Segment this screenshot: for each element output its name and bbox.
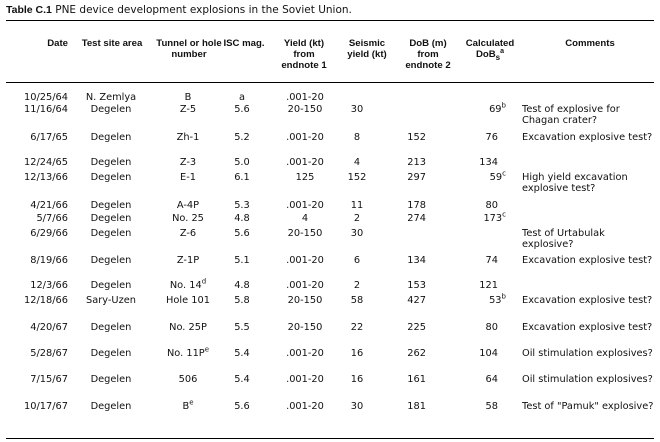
header-comments: Comments xyxy=(565,38,615,49)
cell-yield: 4 xyxy=(301,213,309,224)
header-calc-dob-sub: s xyxy=(495,52,501,62)
cell-yield: .001-20 xyxy=(286,92,324,103)
cell-isc: 5.6 xyxy=(234,401,250,412)
cell-tunnel: No. 25P xyxy=(169,322,207,333)
cell-date: 12/24/65 xyxy=(24,157,68,168)
cell-comment: High yield excavation explosive test? xyxy=(522,172,628,194)
cell-date: 6/29/66 xyxy=(30,228,68,239)
cell-comment: Excavation explosive test? xyxy=(522,322,653,333)
cell-yield: 20-150 xyxy=(287,322,323,333)
cell-seismic: 22 xyxy=(350,322,364,333)
cell-yield: .001-20 xyxy=(286,200,324,211)
cell-calc-dob: 64 xyxy=(485,374,498,385)
cell-tunnel: 506 xyxy=(178,374,198,385)
cell-seismic: 4 xyxy=(353,157,361,168)
cell-isc: 5.6 xyxy=(234,104,250,115)
cell-date: 10/17/67 xyxy=(24,401,68,412)
header-yield: Yield (kt) from endnote 1 xyxy=(281,38,327,71)
bottom-rule xyxy=(6,438,654,439)
cell-dob: 134 xyxy=(407,255,426,266)
cell-comment: Excavation explosive test? xyxy=(522,132,653,143)
cell-isc: 4.8 xyxy=(234,280,250,291)
cell-dob: 181 xyxy=(407,401,426,412)
cell-comment: Test of Urtabulak explosive? xyxy=(522,228,605,250)
cell-comment: Test of explosive for Chagan crater? xyxy=(522,104,620,126)
cell-isc: 5.0 xyxy=(234,157,250,168)
top-rule xyxy=(6,20,654,21)
footnote-marker: b xyxy=(501,101,506,110)
cell-site: Degelen xyxy=(90,200,132,211)
cell-tunnel: B xyxy=(184,92,192,103)
cell-tunnel: No. $11P^e$ xyxy=(166,345,210,359)
cell-date: 11/16/64 xyxy=(24,104,68,115)
cell-isc: 5.4 xyxy=(234,348,250,359)
table-label: Table C.1 xyxy=(6,4,52,16)
cell-calc-dob: 53$^b$ xyxy=(489,292,506,306)
cell-tunnel: Zh-1 xyxy=(176,132,200,143)
cell-site: Degelen xyxy=(90,255,132,266)
header-tunnel: Tunnel or hole number xyxy=(156,38,222,60)
cell-site: Degelen xyxy=(90,132,132,143)
cell-tunnel: E-1 xyxy=(180,172,196,183)
cell-comment: Test of "Pamuk" explosive? xyxy=(522,401,654,412)
cell-tunnel: Z-5 xyxy=(179,104,197,115)
cell-isc: a xyxy=(238,92,245,103)
cell-site: Degelen xyxy=(90,322,132,333)
cell-dob: 225 xyxy=(407,322,426,333)
cell-isc: 5.8 xyxy=(234,295,250,306)
cell-date: 5/28/67 xyxy=(30,348,68,359)
header-dob: DoB (m) from endnote 2 xyxy=(405,38,451,71)
cell-isc: 5.6 xyxy=(234,228,250,239)
cell-dob: 262 xyxy=(407,348,426,359)
cell-tunnel: A-4P xyxy=(176,200,200,211)
cell-calc-dob: 76 xyxy=(485,132,498,143)
cell-comment: Excavation explosive test? xyxy=(522,295,653,306)
cell-site: Degelen xyxy=(90,213,132,224)
cell-seismic: 11 xyxy=(350,200,364,211)
cell-seismic: 8 xyxy=(353,132,361,143)
cell-comment: Excavation explosive test? xyxy=(522,255,653,266)
header-date: Date xyxy=(47,38,68,49)
table-caption xyxy=(6,4,352,16)
cell-site: Sary-Uzen xyxy=(86,295,136,306)
cell-seismic: 30 xyxy=(350,401,364,412)
footnote-marker: c xyxy=(502,169,506,178)
cell-calc-dob: 80 xyxy=(485,322,498,333)
cell-site: Degelen xyxy=(90,172,132,183)
header-calc-dob xyxy=(458,38,522,63)
cell-date: 4/21/66 xyxy=(30,200,68,211)
header-seismic: Seismic yield (kt) xyxy=(347,38,387,60)
table-title: PNE device development explosions in the Soviet Union. xyxy=(55,4,352,16)
cell-yield: .001-20 xyxy=(286,132,324,143)
cell-dob: 161 xyxy=(407,374,426,385)
cell-site: Degelen xyxy=(90,104,132,115)
cell-dob: 153 xyxy=(407,280,426,291)
cell-isc: 5.4 xyxy=(234,374,250,385)
cell-tunnel: No. 14$^d$ xyxy=(169,277,207,291)
cell-seismic: 2 xyxy=(353,213,361,224)
cell-tunnel: Hole 101 xyxy=(166,295,210,306)
cell-calc-dob: 134 xyxy=(479,157,498,168)
cell-date: 5/7/66 xyxy=(36,213,68,224)
cell-date: 6/17/65 xyxy=(30,132,68,143)
cell-comment: Oil stimulation explosives? xyxy=(522,348,653,359)
cell-date: 12/18/66 xyxy=(24,295,68,306)
cell-date: 10/25/64 xyxy=(24,92,68,103)
cell-date: 4/20/67 xyxy=(30,322,68,333)
cell-dob: 427 xyxy=(407,295,426,306)
header-rule xyxy=(6,82,654,83)
cell-seismic: 6 xyxy=(353,255,361,266)
cell-calc-dob: 59$^c$ xyxy=(489,169,506,183)
cell-isc: 6.1 xyxy=(234,172,250,183)
cell-comment: Oil stimulation explosives? xyxy=(522,374,653,385)
cell-site: Degelen xyxy=(90,280,132,291)
cell-tunnel: No. 25 xyxy=(172,213,204,224)
footnote-marker: d xyxy=(201,277,207,286)
cell-seismic: 2 xyxy=(353,280,361,291)
cell-isc: 5.2 xyxy=(234,132,250,143)
cell-date: 12/13/66 xyxy=(24,172,68,183)
cell-date: 7/15/67 xyxy=(30,374,68,385)
cell-date: 12/3/66 xyxy=(30,280,68,291)
cell-calc-dob: 121 xyxy=(479,280,498,291)
cell-site: Degelen xyxy=(90,374,132,385)
cell-tunnel: Z-6 xyxy=(179,228,197,239)
cell-seismic: 16 xyxy=(350,374,364,385)
header-isc: ISC mag. xyxy=(223,38,265,49)
footnote-marker: b xyxy=(501,292,506,301)
cell-yield: 20-150 xyxy=(287,228,323,239)
header-calc-dob-sup: a xyxy=(500,47,505,55)
cell-seismic: 58 xyxy=(350,295,364,306)
cell-yield: 20-150 xyxy=(287,295,323,306)
cell-yield: .001-20 xyxy=(286,348,324,359)
footnote-marker: c xyxy=(502,210,506,219)
cell-dob: 213 xyxy=(407,157,426,168)
cell-calc-dob: 74 xyxy=(485,255,498,266)
cell-calc-dob: 58 xyxy=(485,401,498,412)
cell-seismic: 30 xyxy=(350,228,364,239)
cell-tunnel: $B^e$ xyxy=(182,398,194,412)
cell-site: Degelen xyxy=(90,401,132,412)
cell-dob: 274 xyxy=(407,213,426,224)
cell-calc-dob: 69$^b$ xyxy=(489,101,506,115)
header-calc-dob-label: Calculated DoB xyxy=(465,38,515,60)
cell-site: Degelen xyxy=(90,157,132,168)
cell-yield: .001-20 xyxy=(286,280,324,291)
cell-seismic: 30 xyxy=(350,104,364,115)
header-site: Test site area xyxy=(81,38,143,49)
footnote-marker: e xyxy=(189,398,194,407)
cell-dob: 297 xyxy=(407,172,426,183)
cell-calc-dob: 173$^c$ xyxy=(483,210,506,224)
cell-site: Degelen xyxy=(90,228,132,239)
cell-calc-dob: 80 xyxy=(485,200,498,211)
cell-isc: 5.1 xyxy=(234,255,250,266)
cell-yield: 20-150 xyxy=(287,104,323,115)
cell-isc: 5.5 xyxy=(234,322,250,333)
cell-yield: .001-20 xyxy=(286,374,324,385)
cell-tunnel: Z-1P xyxy=(176,255,200,266)
cell-yield: .001-20 xyxy=(286,157,324,168)
cell-site: N. Zemlya xyxy=(85,92,137,103)
cell-date: 8/19/66 xyxy=(30,255,68,266)
cell-yield: 125 xyxy=(295,172,315,183)
cell-isc: 4.8 xyxy=(234,213,250,224)
cell-yield: .001-20 xyxy=(286,255,324,266)
cell-seismic: 152 xyxy=(347,172,367,183)
cell-seismic: 16 xyxy=(350,348,364,359)
cell-site: Degelen xyxy=(90,348,132,359)
cell-tunnel: Z-3 xyxy=(179,157,197,168)
cell-dob: 152 xyxy=(407,132,426,143)
footnote-marker: e xyxy=(204,345,210,354)
cell-yield: .001-20 xyxy=(286,401,324,412)
cell-isc: 5.3 xyxy=(234,200,250,211)
cell-dob: 178 xyxy=(407,200,426,211)
cell-calc-dob: 104 xyxy=(479,348,498,359)
